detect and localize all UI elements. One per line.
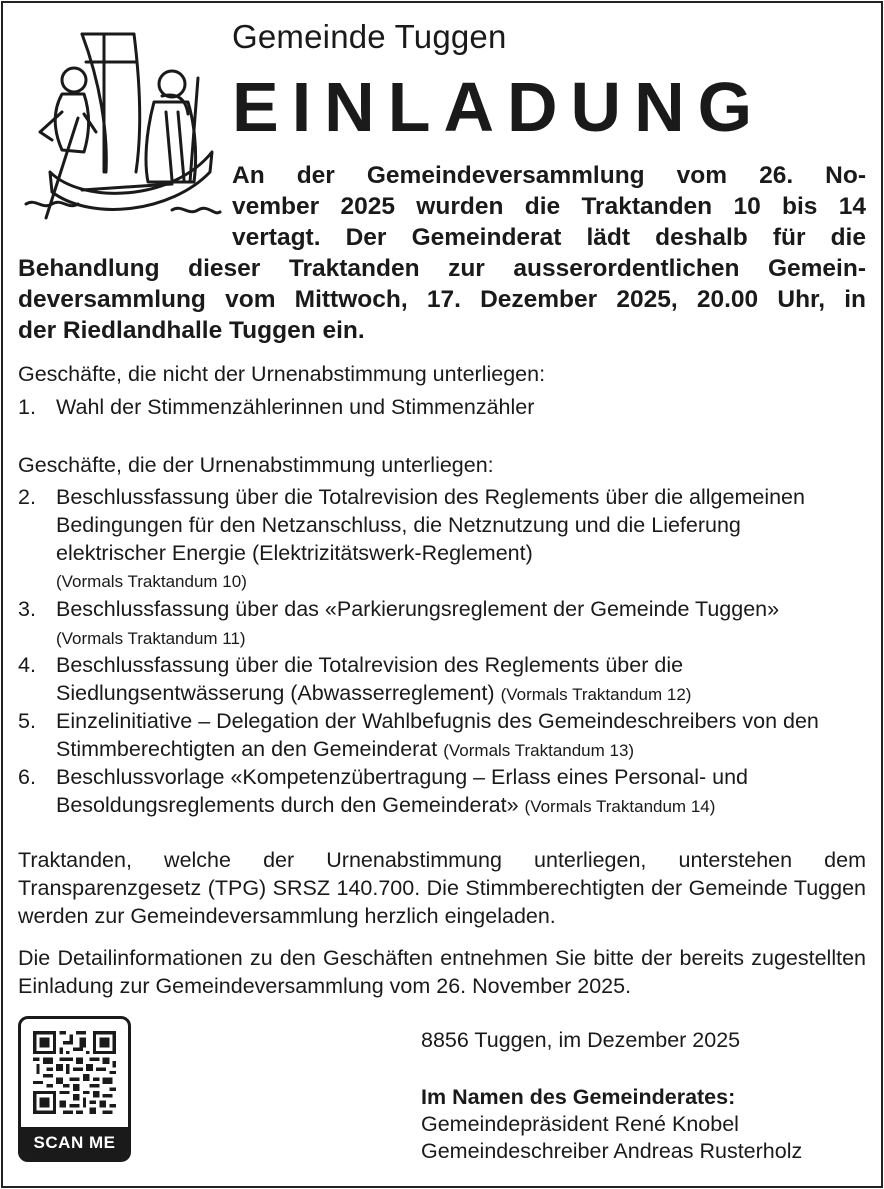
agenda-item-number: 5. xyxy=(18,709,36,733)
agenda-item-text: Beschlussfassung über das «Parkierungsreglement der Gemeinde Tuggen» xyxy=(56,597,780,621)
agenda-item-text: Beschlussvorlage «Kompetenzübertragung – Erlass eines Personal- und Besoldungsreglements durch den Gemeinderat» xyxy=(56,765,748,817)
agenda-item-note: (Vormals Traktandum 10) xyxy=(56,572,247,592)
municipality-name: Gemeinde Tuggen xyxy=(232,18,507,55)
agenda-item-number: 6. xyxy=(18,765,36,789)
agenda-item xyxy=(18,394,868,422)
intro-line-5: deversammlung vom Mittwoch, 17. Dezember 2025, 20.00 Uhr, in xyxy=(18,286,866,313)
intro-line-2: vember 2025 wurden die Traktanden 10 bis 14 xyxy=(232,193,866,220)
section-heading-no-ballot: Geschäfte, die nicht der Urnenabstimmung unterliegen: xyxy=(18,362,546,386)
agenda-item xyxy=(18,484,818,596)
agenda-item-number: 1. xyxy=(18,395,36,419)
agenda-item-note: (Vormals Traktandum 14) xyxy=(524,796,716,816)
signature-president: Gemeindepräsident René Knobel xyxy=(421,1112,739,1136)
page-title: EINLADUNG xyxy=(232,68,766,146)
signature-clerk: Gemeindeschreiber Andreas Rusterholz xyxy=(421,1139,803,1163)
scan-me-label: SCAN ME xyxy=(21,1127,128,1159)
agenda-item-note: (Vormals Traktandum 11) xyxy=(56,628,246,648)
agenda-item xyxy=(18,596,818,653)
transparency-paragraph: Traktanden, welche der Urnenabstimmung unterliegen, unterstehen dem Transparenzgesetz (TPG) SRSZ 140.700. Die Stimmberechtigten der Gemeinde Tuggen werden zur Gemeindeversammlung herzlich eingeladen. xyxy=(18,848,866,928)
intro-line-1: An der Gemeindeversammlung vom 26. No- xyxy=(232,162,866,189)
agenda-item xyxy=(18,708,868,765)
agenda-item-text: Beschlussfassung über die Totalrevision des Reglements über die allgemeinen Bedingungen für den Netzanschluss, die Netznutzung und die Lieferung elektrischer Energie (Elektrizitätswerk-Reglement) xyxy=(56,485,805,565)
details-paragraph: Die Detailinformationen zu den Geschäften entnehmen Sie bitte der bereits zugestellten Einladung zur Gemeindeversammlung vom 26. November 2025. xyxy=(18,946,866,998)
agenda-item-number: 2. xyxy=(18,485,36,509)
agenda-item-text: Einzelinitiative – Delegation der Wahlbefugnis des Gemeindeschreibers von den Stimmberechtigten an den Gemeinderat xyxy=(56,709,819,761)
agenda-item-text: Beschlussfassung über die Totalrevision des Reglements über die Siedlungsentwässerung (Abwasserreglement) xyxy=(56,653,684,705)
agenda-item xyxy=(18,652,818,709)
signature-heading: Im Namen des Gemeinderates: xyxy=(421,1085,736,1109)
place-date: 8856 Tuggen, im Dezember 2025 xyxy=(421,1028,741,1052)
agenda-item-text: Wahl der Stimmenzählerinnen und Stimmenzähler xyxy=(56,395,535,419)
agenda-item-number: 3. xyxy=(18,597,36,621)
agenda-item-note: (Vormals Traktandum 13) xyxy=(443,740,635,760)
agenda-item-number: 4. xyxy=(18,653,36,677)
intro-line-4: Behandlung dieser Traktanden zur ausserordentlichen Gemein- xyxy=(18,255,866,282)
section-heading-ballot: Geschäfte, die der Urnenabstimmung unterliegen: xyxy=(18,453,494,477)
qr-code-icon[interactable] xyxy=(33,1031,116,1114)
agenda-item-note: (Vormals Traktandum 12) xyxy=(500,684,692,704)
intro-line-3: vertagt. Der Gemeinderat lädt deshalb für die xyxy=(232,224,866,251)
qr-code-card[interactable] xyxy=(18,1016,131,1162)
intro-line-6: der Riedlandhalle Tuggen ein. xyxy=(18,317,365,344)
agenda-item xyxy=(18,764,868,821)
municipality-logo-boat-icon xyxy=(22,22,222,227)
